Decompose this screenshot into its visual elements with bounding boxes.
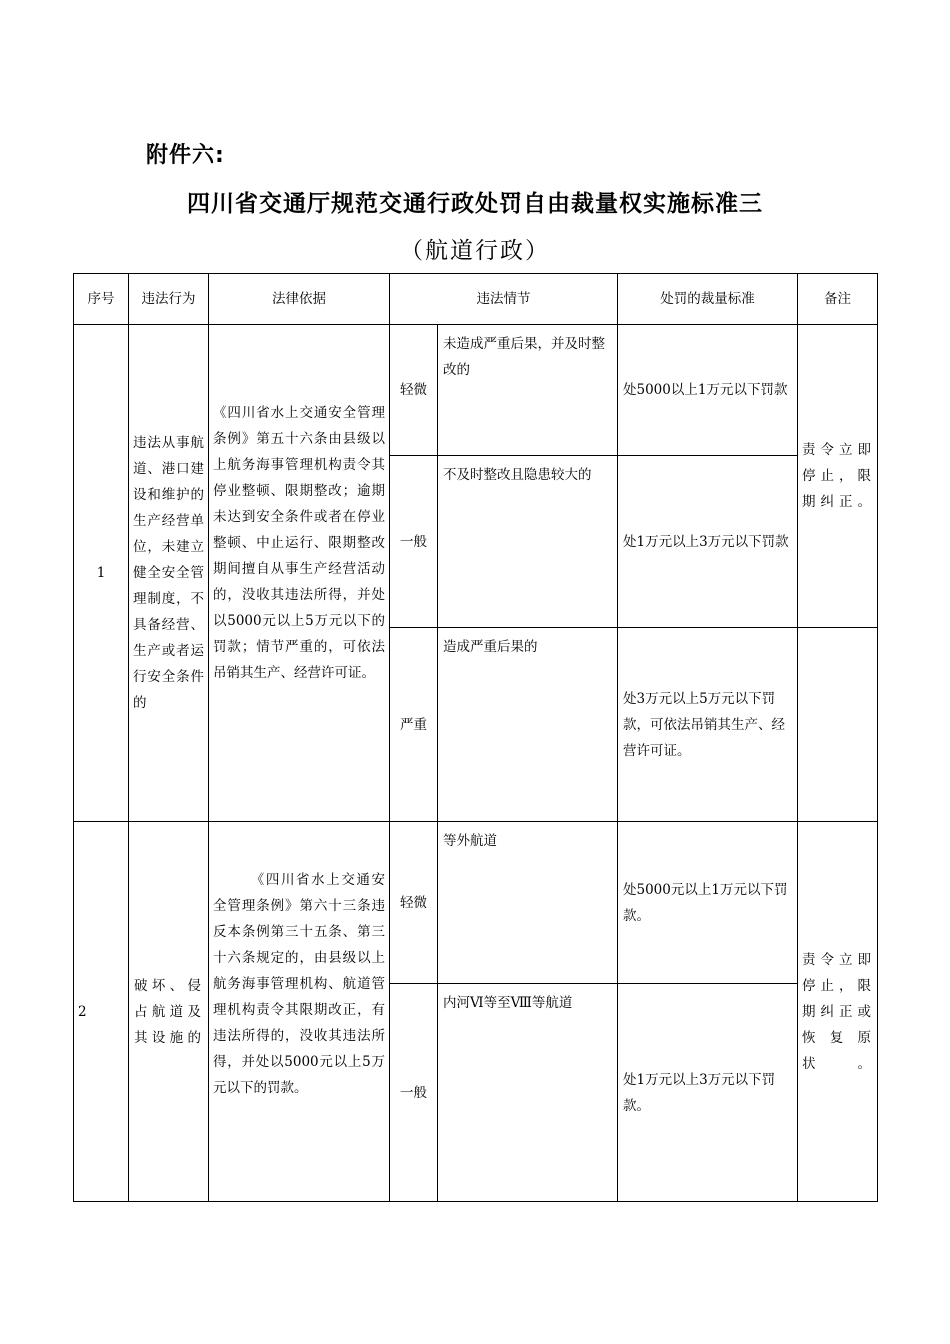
note-empty-cell bbox=[798, 628, 878, 822]
row-number: 1 bbox=[74, 325, 129, 822]
col-header-no: 序号 bbox=[74, 274, 129, 325]
circumstance-text: 未造成严重后果，并及时整改的 bbox=[438, 325, 618, 456]
row-number: 2 bbox=[74, 822, 129, 1202]
violation-text: 破坏、侵占航道及其设施的 bbox=[129, 822, 209, 1202]
document-subtitle: （航道行政） bbox=[400, 238, 550, 264]
severity-level: 严重 bbox=[390, 628, 438, 822]
table-row bbox=[74, 325, 878, 456]
violation-text: 违法从事航道、港口建设和维护的生产经营单位，未建立健全安全管理制度，不具备经营、生产或者运行安全条件的 bbox=[129, 325, 209, 822]
col-header-legal-basis: 法律依据 bbox=[209, 274, 390, 325]
severity-level: 一般 bbox=[390, 456, 438, 628]
note-text: 责令立即停止，限期纠正或恢复原状。 bbox=[798, 822, 878, 1202]
circumstance-text: 造成严重后果的 bbox=[438, 628, 618, 822]
note-text: 责令立即停止，限期纠正。 bbox=[798, 325, 878, 628]
penalty-standard-text: 处3万元以上5万元以下罚款，可依法吊销其生产、经营许可证。 bbox=[618, 628, 798, 822]
penalty-standard-text: 处1万元以上3万元以下罚款 bbox=[618, 456, 798, 628]
table-row bbox=[74, 822, 878, 984]
document-title: 四川省交通厅规范交通行政处罚自由裁量权实施标准三 bbox=[187, 191, 763, 217]
circumstance-text: 等外航道 bbox=[438, 822, 618, 984]
circumstance-text: 内河Ⅵ等至Ⅷ等航道 bbox=[438, 984, 618, 1202]
table-header-row bbox=[74, 274, 878, 325]
penalty-standard-text: 处5000以上1万元以下罚款 bbox=[618, 325, 798, 456]
legal-basis-text: 《四川省水上交通安全管理条例》第五十六条由县级以上航务海事管理机构责令其停业整顿、限期整改；逾期未达到安全条件或者在停业整顿、中止运行、限期整改期间擅自从事生产经营活动的，没收其违法所得，并处以5000元以上5万元以下的罚款；情节严重的，可依法吊销其生产、经营许可证。 bbox=[209, 325, 390, 822]
col-header-violation: 违法行为 bbox=[129, 274, 209, 325]
circumstance-text: 不及时整改且隐患较大的 bbox=[438, 456, 618, 628]
attachment-label: 附件六: bbox=[146, 143, 225, 168]
severity-level: 轻微 bbox=[390, 325, 438, 456]
penalty-standard-table bbox=[73, 273, 878, 1202]
col-header-penalty-standard: 处罚的裁量标准 bbox=[618, 274, 798, 325]
penalty-standard-text: 处1万元以上3万元以下罚款。 bbox=[618, 984, 798, 1202]
legal-basis-text: 《四川省水上交通安全管理条例》第六十三条违反本条例第三十五条、第三十六条规定的，由县级以上航务海事管理机构、航道管理机构责令其限期改正，有违法所得的，没收其违法所得，并处以5000元以上5万元以下的罚款。 bbox=[209, 822, 390, 1202]
penalty-standard-text: 处5000元以上1万元以下罚款。 bbox=[618, 822, 798, 984]
col-header-note: 备注 bbox=[798, 274, 878, 325]
severity-level: 一般 bbox=[390, 984, 438, 1202]
col-header-circumstance: 违法情节 bbox=[390, 274, 618, 325]
severity-level: 轻微 bbox=[390, 822, 438, 984]
